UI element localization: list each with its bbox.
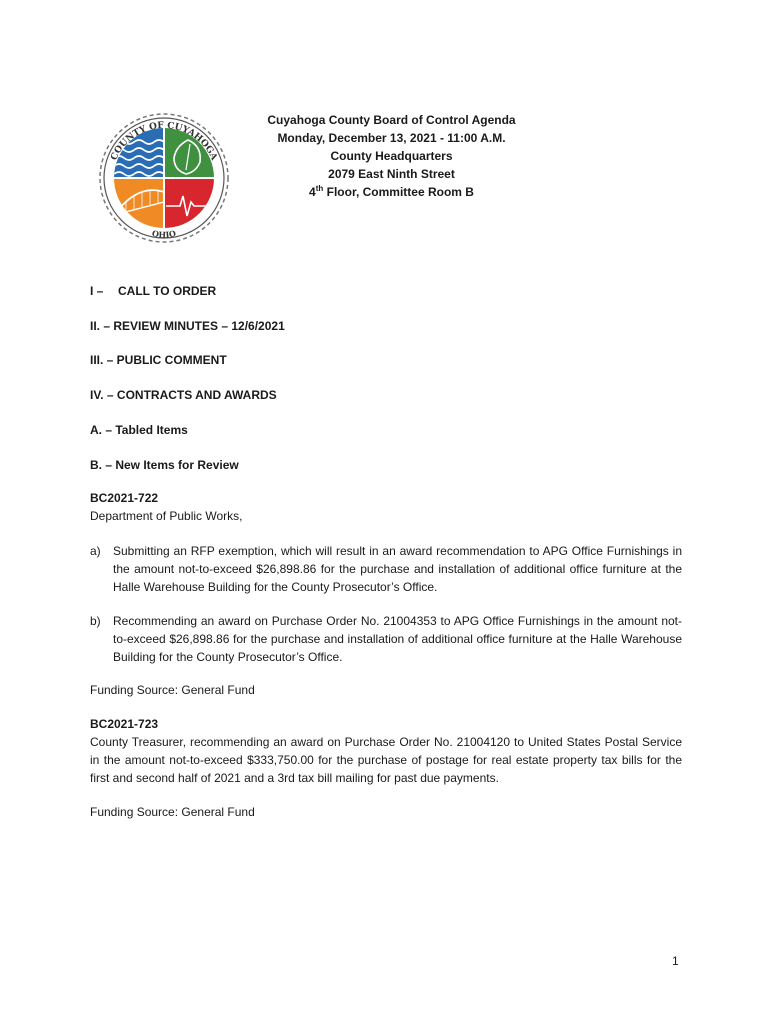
agenda-title: Cuyahoga County Board of Control Agenda: [267, 113, 516, 127]
item-id: BC2021-722: [90, 491, 159, 505]
agenda-header: [240, 111, 543, 201]
section-number: I –: [90, 284, 104, 298]
list-item: [90, 612, 682, 666]
item-description: County Treasurer, recommending an award on Purchase Order No. 21004120 to United States Postal Service in the amount not-to-exceed $333,750.00 for the purchase of postage for real estate property tax bills for the first and second half of 2021 and a 3rd tax bill mailing for past due payments.: [90, 735, 682, 785]
list-marker: b): [90, 614, 101, 628]
list-marker: a): [90, 544, 101, 558]
list-item-text: Submitting an RFP exemption, which will result in an award recommendation to APG Office Furnishings in the amount not-to-exceed $26,898.86 for the purchase and installation of additional office furniture at the Halle Warehouse Building for the County Prosecutor’s Office.: [113, 544, 682, 594]
section-tabled-items: A. – Tabled Items: [90, 423, 188, 437]
item-id: BC2021-723: [90, 717, 159, 731]
section-label: CALL TO ORDER: [118, 284, 217, 298]
funding-source: Funding Source: General Fund: [90, 683, 255, 697]
meeting-address: 2079 East Ninth Street: [328, 167, 455, 181]
item-department: Department of Public Works,: [90, 509, 243, 523]
section-public-comment: III. – PUBLIC COMMENT: [90, 353, 227, 367]
funding-source: Funding Source: General Fund: [90, 805, 255, 819]
section-call-to-order: [90, 283, 216, 299]
meeting-datetime: Monday, December 13, 2021 - 11:00 A.M.: [277, 131, 506, 145]
svg-text:OHIO: [151, 228, 177, 240]
list-item-text: Recommending an award on Purchase Order No. 21004353 to APG Office Furnishings in the amount not-to-exceed $26,898.86 for the purchase and installation of additional office furniture at the Halle Warehouse Building for the County Prosecutor’s Office.: [113, 614, 682, 664]
seal-bottom-text: OHIO: [151, 227, 177, 240]
meeting-location: County Headquarters: [330, 149, 453, 163]
section-contracts-awards: IV. – CONTRACTS AND AWARDS: [90, 388, 277, 402]
seal-top-text: COUNTY OF CUYAHOGA: [109, 120, 219, 163]
section-review-minutes: II. – REVIEW MINUTES – 12/6/2021: [90, 319, 285, 333]
meeting-room: 4th Floor, Committee Room B: [309, 184, 474, 199]
county-seal-logo: [98, 110, 230, 246]
page-number: 1: [672, 954, 679, 968]
list-item: [90, 542, 682, 596]
section-new-items: B. – New Items for Review: [90, 458, 239, 472]
